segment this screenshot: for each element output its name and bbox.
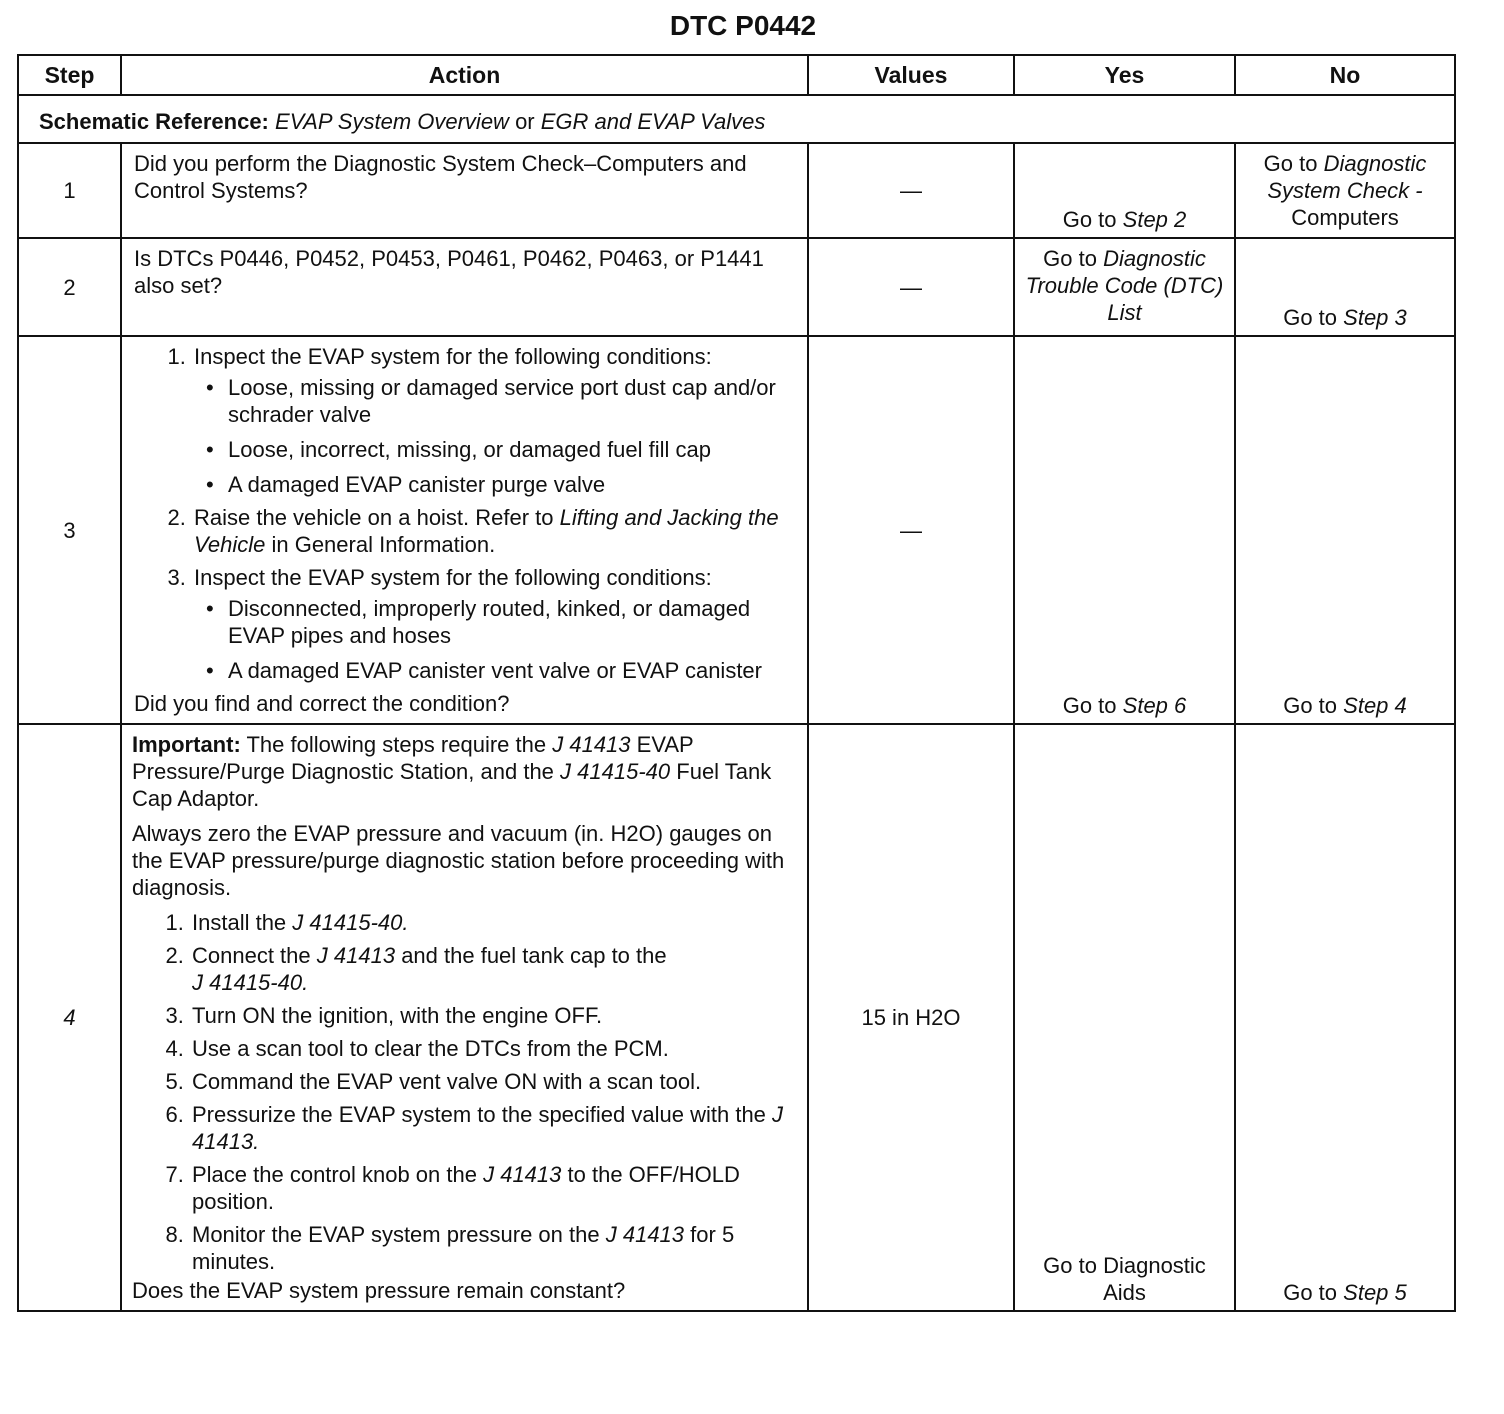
bullet-item: • Loose, missing or damaged service port dust cap and/or schrader valve bbox=[228, 374, 795, 428]
no-suffix: Computers bbox=[1291, 205, 1399, 230]
question-text: Does the EVAP system pressure remain constant? bbox=[132, 1278, 626, 1303]
table-row bbox=[18, 724, 1455, 1311]
value-cell: — bbox=[808, 143, 1014, 238]
header-no: No bbox=[1235, 55, 1455, 95]
bullet-item: • Loose, incorrect, missing, or damaged fuel fill cap bbox=[228, 436, 795, 463]
item-text: Connect the bbox=[192, 943, 311, 968]
item-text: Inspect the EVAP system for the following conditions: bbox=[194, 565, 712, 590]
tool-ref: J 41415-40. bbox=[192, 970, 309, 995]
table-row bbox=[18, 238, 1455, 336]
schematic-ref-2: EGR and EVAP Valves bbox=[540, 108, 766, 134]
yes-link[interactable]: Step 6 bbox=[1122, 693, 1187, 718]
question-text: Did you find and correct the condition? bbox=[134, 691, 510, 716]
step-number: 1 bbox=[18, 143, 121, 238]
tool-ref: J 41415-40. bbox=[292, 910, 409, 935]
no-prefix: Go to bbox=[1283, 693, 1338, 718]
yes-cell bbox=[1014, 336, 1235, 724]
tool-ref: J 41413 bbox=[605, 1222, 685, 1247]
list-item: 4. Use a scan tool to clear the DTCs from the PCM. bbox=[190, 1035, 795, 1062]
item-text: and the fuel tank cap to the bbox=[401, 943, 667, 968]
list-item bbox=[190, 1161, 795, 1215]
no-prefix: Go to bbox=[1283, 305, 1338, 330]
item-text: Inspect the EVAP system for the following conditions: bbox=[194, 344, 712, 369]
no-prefix: Go to bbox=[1263, 151, 1318, 176]
action-text: Did you perform the Diagnostic System Check–Computers and Control Systems? bbox=[121, 143, 808, 238]
no-link[interactable]: Step 4 bbox=[1343, 693, 1407, 718]
value-cell: — bbox=[808, 336, 1014, 724]
important-label: Important: bbox=[132, 732, 241, 757]
item-text: to the OFF/HOLD position. bbox=[192, 1162, 740, 1214]
yes-prefix: Go to bbox=[1062, 693, 1117, 718]
zero-gauges-note: Always zero the EVAP pressure and vacuum (in. H2O) gauges on the EVAP pressure/purge diagnostic station before proceeding with diagnosis. bbox=[132, 821, 785, 900]
note-text: The following steps require the bbox=[246, 732, 547, 757]
tool-ref: J 41413 bbox=[316, 943, 396, 968]
important-note bbox=[132, 731, 795, 812]
header-row bbox=[18, 55, 1455, 95]
yes-link[interactable]: Go to Diagnostic Aids bbox=[1043, 1253, 1206, 1305]
yes-cell bbox=[1014, 238, 1235, 336]
bullet-item: • A damaged EVAP canister purge valve bbox=[228, 471, 795, 498]
item-text: Place the control knob on the bbox=[192, 1162, 477, 1187]
schematic-row bbox=[18, 95, 1455, 143]
action-cell bbox=[121, 336, 808, 724]
step-number: 4 bbox=[18, 724, 121, 1311]
no-cell bbox=[1235, 724, 1455, 1311]
item-text: for 5 minutes. bbox=[192, 1222, 735, 1274]
yes-prefix: Go to bbox=[1062, 207, 1117, 232]
bullet-item: • Disconnected, improperly routed, kinked, or damaged EVAP pipes and hoses bbox=[228, 595, 795, 649]
note-text: EVAP Pressure/Purge Diagnostic Station, and the bbox=[132, 732, 694, 784]
item-link[interactable]: Lifting and Jacking the Vehicle bbox=[194, 505, 779, 557]
step-number: 3 bbox=[18, 336, 121, 724]
yes-cell bbox=[1014, 143, 1235, 238]
bullet-list bbox=[194, 374, 795, 498]
bullet-item: • A damaged EVAP canister vent valve or EVAP canister bbox=[228, 657, 795, 684]
no-cell bbox=[1235, 143, 1455, 238]
bullet-list bbox=[194, 595, 795, 684]
header-step: Step bbox=[18, 55, 121, 95]
page-title: DTC P0442 bbox=[669, 10, 817, 41]
schematic-reference bbox=[18, 95, 1455, 143]
header-values: Values bbox=[808, 55, 1014, 95]
table-row bbox=[18, 336, 1455, 724]
list-item: 5. Command the EVAP vent valve ON with a scan tool. bbox=[190, 1068, 795, 1095]
list-item bbox=[192, 564, 795, 684]
item-text: Install the bbox=[192, 910, 287, 935]
yes-prefix: Go to bbox=[1043, 246, 1097, 271]
action-cell bbox=[121, 724, 808, 1311]
value-cell: — bbox=[808, 238, 1014, 336]
tool-ref: J 41413 bbox=[483, 1162, 562, 1187]
list-item bbox=[190, 1221, 795, 1275]
note-text: Fuel Tank Cap Adaptor. bbox=[132, 759, 772, 811]
yes-link[interactable]: Diagnostic Trouble Code (DTC) List bbox=[1025, 246, 1224, 325]
header-yes: Yes bbox=[1014, 55, 1235, 95]
list-item bbox=[192, 504, 795, 558]
schematic-or: or bbox=[515, 108, 535, 134]
dtc-table bbox=[17, 54, 1456, 1312]
table-row bbox=[18, 143, 1455, 238]
list-item bbox=[190, 909, 795, 936]
item-text: Pressurize the EVAP system to the specified value with the bbox=[192, 1102, 766, 1127]
list-item bbox=[192, 343, 795, 498]
header-action: Action bbox=[121, 55, 808, 95]
item-text: in General Information. bbox=[271, 532, 496, 557]
procedure-list bbox=[132, 909, 795, 1275]
schematic-label: Schematic Reference: bbox=[39, 108, 269, 134]
tool-ref: J 41413. bbox=[192, 1102, 784, 1154]
item-text: Monitor the EVAP system pressure on the bbox=[192, 1222, 600, 1247]
list-item bbox=[190, 1101, 795, 1155]
schematic-ref-1: EVAP System Overview bbox=[275, 108, 509, 134]
list-item: 3. Turn ON the ignition, with the engine OFF. bbox=[190, 1002, 795, 1029]
tool-ref: J 41415-40 bbox=[560, 759, 671, 784]
no-link[interactable]: Diagnostic System Check - bbox=[1267, 151, 1427, 203]
step-number: 2 bbox=[18, 238, 121, 336]
list-item bbox=[190, 942, 795, 996]
no-cell bbox=[1235, 336, 1455, 724]
no-link[interactable]: Step 3 bbox=[1343, 305, 1407, 330]
value-cell: 15 in H2O bbox=[808, 724, 1014, 1311]
no-cell bbox=[1235, 238, 1455, 336]
action-text: Is DTCs P0446, P0452, P0453, P0461, P0462, P0463, or P1441 also set? bbox=[121, 238, 808, 336]
item-text: Raise the vehicle on a hoist. Refer to bbox=[194, 505, 554, 530]
yes-cell bbox=[1014, 724, 1235, 1311]
no-prefix: Go to bbox=[1283, 1280, 1338, 1305]
procedure-list bbox=[134, 343, 795, 684]
yes-link[interactable]: Step 2 bbox=[1122, 207, 1187, 232]
no-link[interactable]: Step 5 bbox=[1343, 1280, 1407, 1305]
tool-ref: J 41413 bbox=[552, 732, 631, 757]
